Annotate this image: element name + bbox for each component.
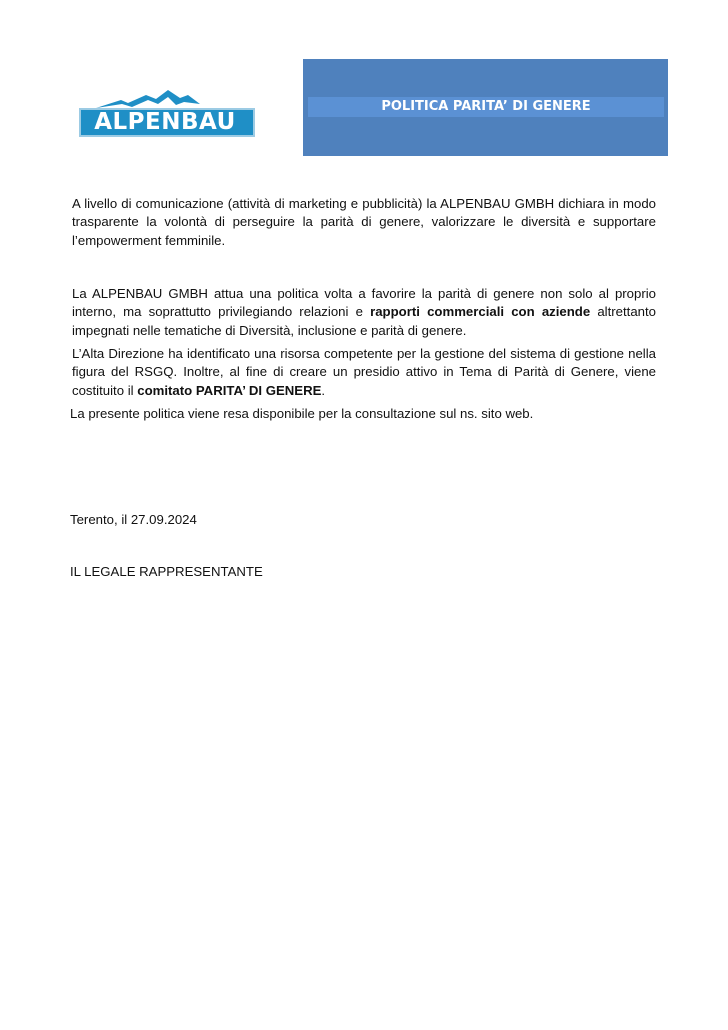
signatory-label: IL LEGALE RAPPRESENTANTE xyxy=(70,564,263,579)
header-box xyxy=(303,59,668,156)
logo-text: ALPENBAU xyxy=(94,109,236,135)
paragraph-management-text-start: L’Alta Direzione ha identificato una risorsa competente per la gestione del sistema di gestione nella figura del RSGQ. Inoltre, al fine di creare un presidio attivo in Tema di Parità di Genere, viene costituito il xyxy=(72,346,656,398)
paragraph-management xyxy=(72,345,656,400)
paragraph-policy-text-start: La ALPENBAU GMBH attua una politica volta a favorire la parità di genere non solo al proprio interno, ma soprattutto privilegiando relazioni e xyxy=(72,286,656,320)
document-title: POLITICA PARITA’ DI GENERE xyxy=(308,97,664,117)
paragraph-availability: La presente politica viene resa disponibile per la consultazione sul ns. sito web. xyxy=(70,406,534,421)
paragraph-management-bold: comitato PARITA’ DI GENERE xyxy=(137,382,322,398)
paragraph-policy-bold: rapporti commerciali con aziende xyxy=(370,304,591,320)
place-date: Terento, il 27.09.2024 xyxy=(70,512,197,527)
paragraph-management-text-end: . xyxy=(321,382,326,398)
company-logo xyxy=(76,86,260,142)
paragraph-communication: A livello di comunicazione (attività di marketing e pubblicità) la ALPENBAU GMBH dichiara in modo trasparente la volontà di perseguire la parità di genere, valorizzare le diversità e supportare l’empowerment femminile. xyxy=(72,196,656,248)
paragraph-policy xyxy=(72,285,656,340)
paragraph-policy-text-end: altrettanto impegnati nelle tematiche di Diversità, inclusione e parità di genere. xyxy=(72,304,656,338)
